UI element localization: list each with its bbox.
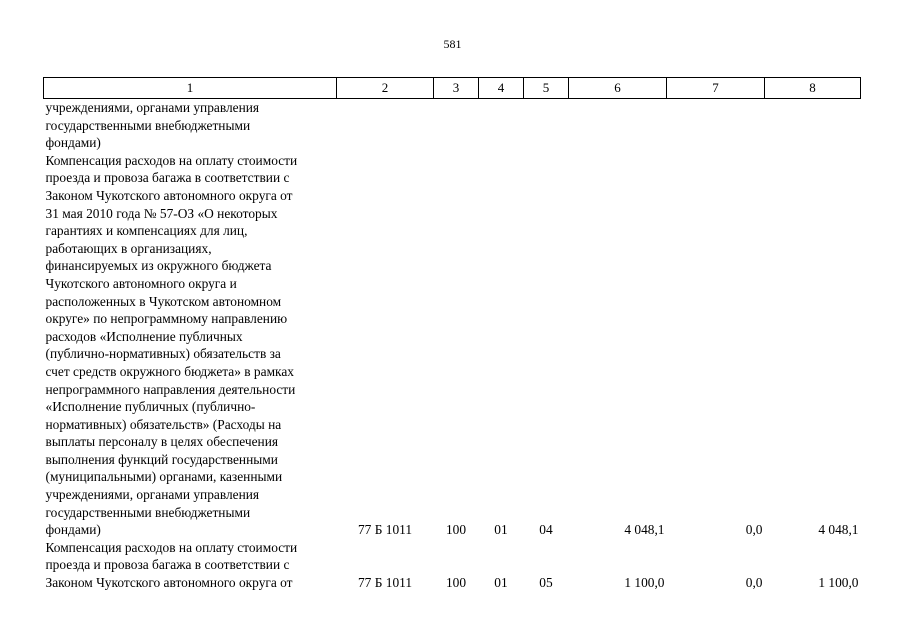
change-cell: 0,0 bbox=[745, 522, 763, 538]
total-cell bbox=[765, 99, 861, 152]
description-cell bbox=[44, 152, 337, 539]
description-line: Чукотского автономного округа и bbox=[45, 275, 237, 291]
table-row bbox=[44, 539, 861, 592]
section-cell: 01 bbox=[494, 522, 508, 538]
amount-cell: 1 100,0 bbox=[624, 575, 665, 591]
subsection-cell bbox=[524, 99, 569, 152]
budget-code-cell bbox=[337, 99, 434, 152]
table-row bbox=[44, 99, 861, 152]
description-line: Компенсация расходов на оплату стоимости bbox=[45, 539, 298, 555]
expense-type-cell bbox=[434, 99, 479, 152]
expense-type-cell: 100 bbox=[445, 575, 467, 591]
amount-cell: 4 048,1 bbox=[624, 522, 665, 538]
description-line: выполнения функций государственными bbox=[45, 451, 278, 467]
column-number-row bbox=[44, 78, 861, 99]
description-line: фондами) bbox=[45, 135, 101, 151]
description-line: (муниципальными) органами, казенными bbox=[45, 469, 283, 485]
budget-table bbox=[43, 77, 861, 592]
column-header: 2 bbox=[337, 78, 434, 99]
description-cell bbox=[44, 539, 337, 592]
description-line: учреждениями, органами управления bbox=[45, 100, 260, 115]
section-cell bbox=[479, 99, 524, 152]
description-line: расположенных в Чукотском автономном bbox=[45, 293, 282, 309]
description-line: Компенсация расходов на оплату стоимости bbox=[45, 152, 298, 168]
change-cell: 0,0 bbox=[745, 575, 763, 591]
budget-code-cell: 77 Б 1011 bbox=[357, 575, 413, 591]
subsection-cell: 05 bbox=[539, 575, 553, 591]
description-line: Законом Чукотского автономного округа от bbox=[45, 187, 293, 203]
description-line: счет средств окружного бюджета» в рамках bbox=[45, 363, 294, 379]
description-line: работающих в организациях, bbox=[45, 240, 212, 256]
table-header bbox=[44, 78, 861, 99]
total-cell: 4 048,1 bbox=[818, 522, 859, 538]
description-line: учреждениями, органами управления bbox=[45, 487, 260, 503]
page-number: 581 bbox=[443, 37, 462, 51]
description-line: «Исполнение публичных (публично- bbox=[45, 399, 256, 415]
column-header: 7 bbox=[667, 78, 765, 99]
table-row bbox=[44, 152, 861, 539]
column-header: 6 bbox=[569, 78, 667, 99]
description-line: 31 мая 2010 года № 57-ОЗ «О некоторых bbox=[45, 205, 278, 221]
subsection-cell: 04 bbox=[539, 522, 553, 538]
description-line: округе» по непрограммному направлению bbox=[45, 311, 288, 327]
description-cell bbox=[44, 99, 337, 152]
description-line: государственными внебюджетными bbox=[45, 117, 251, 133]
description-line: финансируемых из окружного бюджета bbox=[45, 258, 272, 274]
description-line: расходов «Исполнение публичных bbox=[45, 328, 243, 344]
total-cell: 1 100,0 bbox=[818, 575, 859, 591]
description-line: (публично-нормативных) обязательств за bbox=[45, 346, 281, 362]
column-header: 3 bbox=[434, 78, 479, 99]
description-line: непрограммного направления деятельности bbox=[45, 381, 296, 397]
table-body bbox=[44, 99, 861, 592]
description-line: нормативных) обязательств» (Расходы на bbox=[45, 416, 282, 432]
section-cell: 01 bbox=[494, 575, 508, 591]
change-cell bbox=[667, 99, 765, 152]
amount-cell bbox=[569, 99, 667, 152]
budget-code-cell: 77 Б 1011 bbox=[357, 522, 413, 538]
column-header: 5 bbox=[524, 78, 569, 99]
column-header: 8 bbox=[765, 78, 861, 99]
description-line: Законом Чукотского автономного округа от bbox=[45, 575, 293, 591]
description-line: выплаты персоналу в целях обеспечения bbox=[45, 434, 279, 450]
column-header: 4 bbox=[479, 78, 524, 99]
description-line: государственными внебюджетными bbox=[45, 504, 251, 520]
description-line: гарантиях и компенсациях для лиц, bbox=[45, 223, 248, 239]
description-line: проезда и провоза багажа в соответствии с bbox=[45, 170, 290, 186]
column-header: 1 bbox=[44, 78, 337, 99]
description-line: проезда и провоза багажа в соответствии с bbox=[45, 557, 290, 573]
expense-type-cell: 100 bbox=[445, 522, 467, 538]
description-line: фондами) bbox=[45, 522, 101, 538]
